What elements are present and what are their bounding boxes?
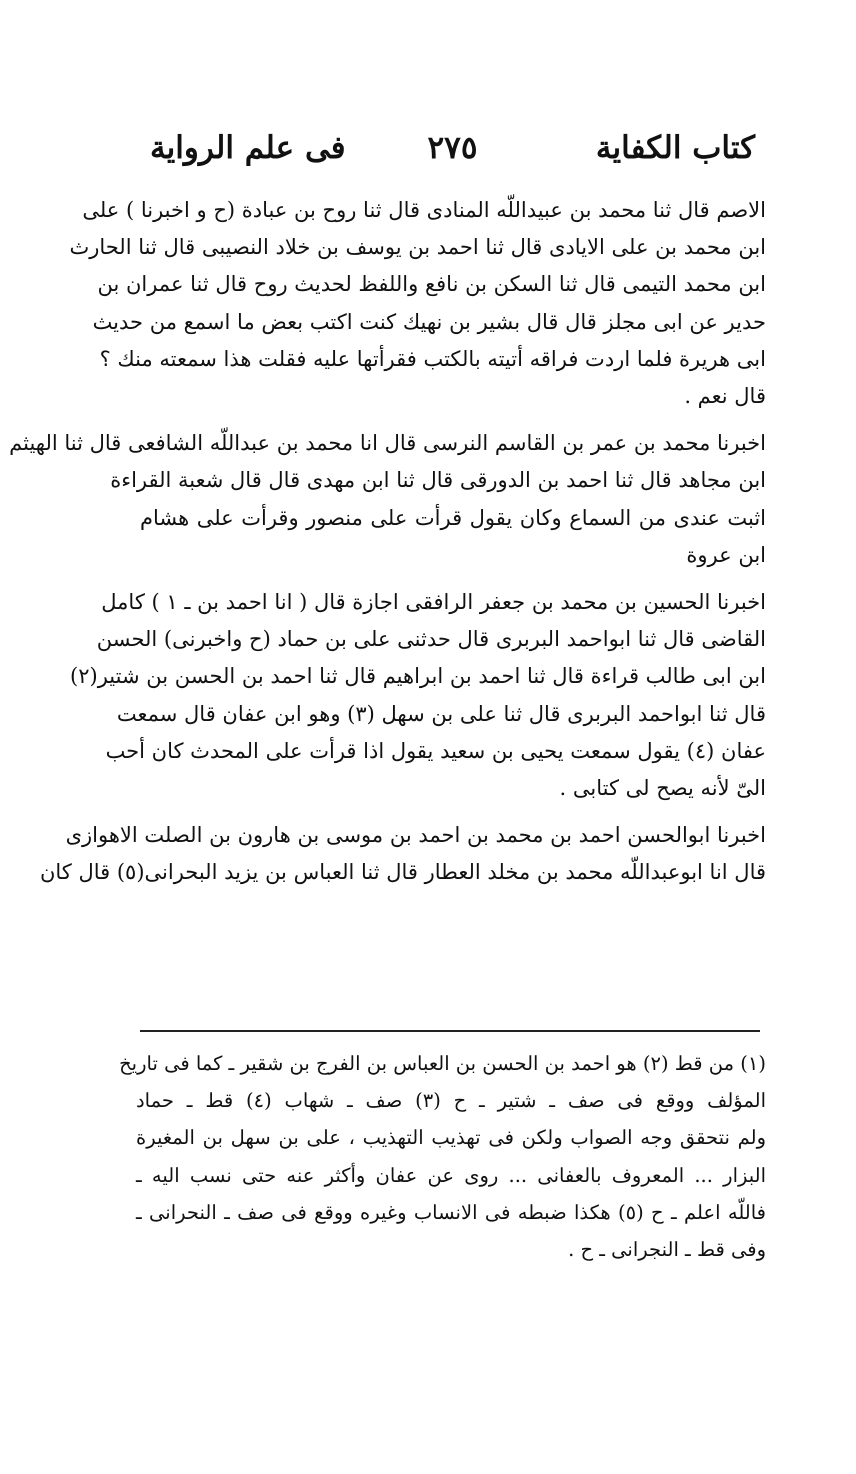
text-line: قال انا ابوعبداللّه محمد بن مخلد العطار قال ثنا العباس بن يزيد البحرانى(٥) قال كان xyxy=(39,860,766,885)
footnotes xyxy=(119,1045,767,1268)
text-line: ابن عروة xyxy=(686,542,766,567)
text-line: اخبرنا الحسين بن محمد بن جعفر الرافقى اجازة قال ( انا احمد بن ـ ١ ) كامل xyxy=(101,590,766,615)
text-line: ابن مجاهد قال ثنا احمد بن الدورقى قال ثنا ابن مهدى قال قال شعبة القراءة xyxy=(110,468,766,493)
text-line: ابى هريرة فلما اردت فراقه أتيته بالكتب فقرأتها عليه فقلت هذا سمعته منك ؟ xyxy=(99,346,766,371)
text-line: ابن ابى طالب قراءة قال ثنا احمد بن ابراهيم قال ثنا احمد بن الحسن بن شتير(٢) xyxy=(70,664,766,689)
main-text xyxy=(9,192,766,902)
text-line: اخبرنا محمد بن عمر بن القاسم النرسى قال انا محمد بن عبداللّه الشافعى قال ثنا الهيثم xyxy=(9,431,766,456)
paragraph-1 xyxy=(69,192,766,415)
page-header xyxy=(150,130,755,182)
footnote-line: وفى قط ـ النجرانى ـ ح . xyxy=(568,1238,766,1262)
text-line: الاصم قال ثنا محمد بن عبيداللّه المنادى قال ثنا روح بن عبادة (ح و اخبرنا ) على xyxy=(82,198,766,222)
footnote-divider xyxy=(140,1030,760,1032)
page-number: ٢٧٥ xyxy=(427,130,478,166)
text-line: اخبرنا ابوالحسن احمد بن محمد بن احمد بن موسى بن هارون بن الصلت الاهوازى xyxy=(65,823,766,848)
paragraph-4 xyxy=(39,817,766,891)
text-line: ابن محمد بن على الايادى قال ثنا احمد بن يوسف بن خلاد النصيبى قال ثنا الحارث xyxy=(69,235,766,260)
footnote-line: (١) من قط (٢) هو احمد بن الحسن بن العباس بن الفرج بن شقير ـ كما فى تاريخ xyxy=(119,1052,766,1075)
book-title: كتاب الكفاية xyxy=(595,130,755,166)
footnote-line: فاللّه اعلم ـ ح (٥) هكذا ضبطه فى الانساب وغيره ووقع فى صف ـ النحرانى ـ xyxy=(136,1200,766,1224)
text-line: قال ثنا ابواحمد البربرى قال ثنا على بن سهل (٣) وهو ابن عفان قال سمعت xyxy=(116,701,766,726)
text-line: الىّ لأنه يصح لى كتابى . xyxy=(559,776,766,801)
text-line: عفان (٤) يقول سمعت يحيى بن سعيد يقول اذا قرأت على المحدث كان أحب xyxy=(105,738,766,763)
footnote-line: البزار ... المعروف بالعفانى ... روى عن عفان وأكثر عنه حتى نسب اليه ـ xyxy=(136,1163,766,1187)
book-subtitle: فى علم الرواية xyxy=(150,130,346,166)
text-line: القاضى قال ثنا ابواحمد البربرى قال حدثنى على بن حماد (ح واخبرنى) الحسن xyxy=(96,627,766,652)
paragraph-2 xyxy=(9,425,766,574)
text-line: قال نعم . xyxy=(684,384,766,409)
text-line: ابن محمد التيمى قال ثنا السكن بن نافع واللفظ لحديث روح قال ثنا عمران بن xyxy=(97,272,766,297)
paragraph-3 xyxy=(70,584,766,807)
footnote-line: ولم نتحقق وجه الصواب ولكن فى تهذيب التهذيب ، على بن سهل بن المغيرة xyxy=(136,1126,766,1150)
text-line: اثبت عندى من السماع وكان يقول قرأت على منصور وقرأت على هشام xyxy=(140,505,766,530)
footnote-line: المؤلف ووقع فى صف ـ شتير ـ ح (٣) صف ـ شهاب (٤) قط ـ حماد xyxy=(136,1089,767,1113)
text-line: حدير عن ابى مجلز قال قال بشير بن نهيك كنت اكتب بعض ما اسمع من حديث xyxy=(92,309,766,334)
